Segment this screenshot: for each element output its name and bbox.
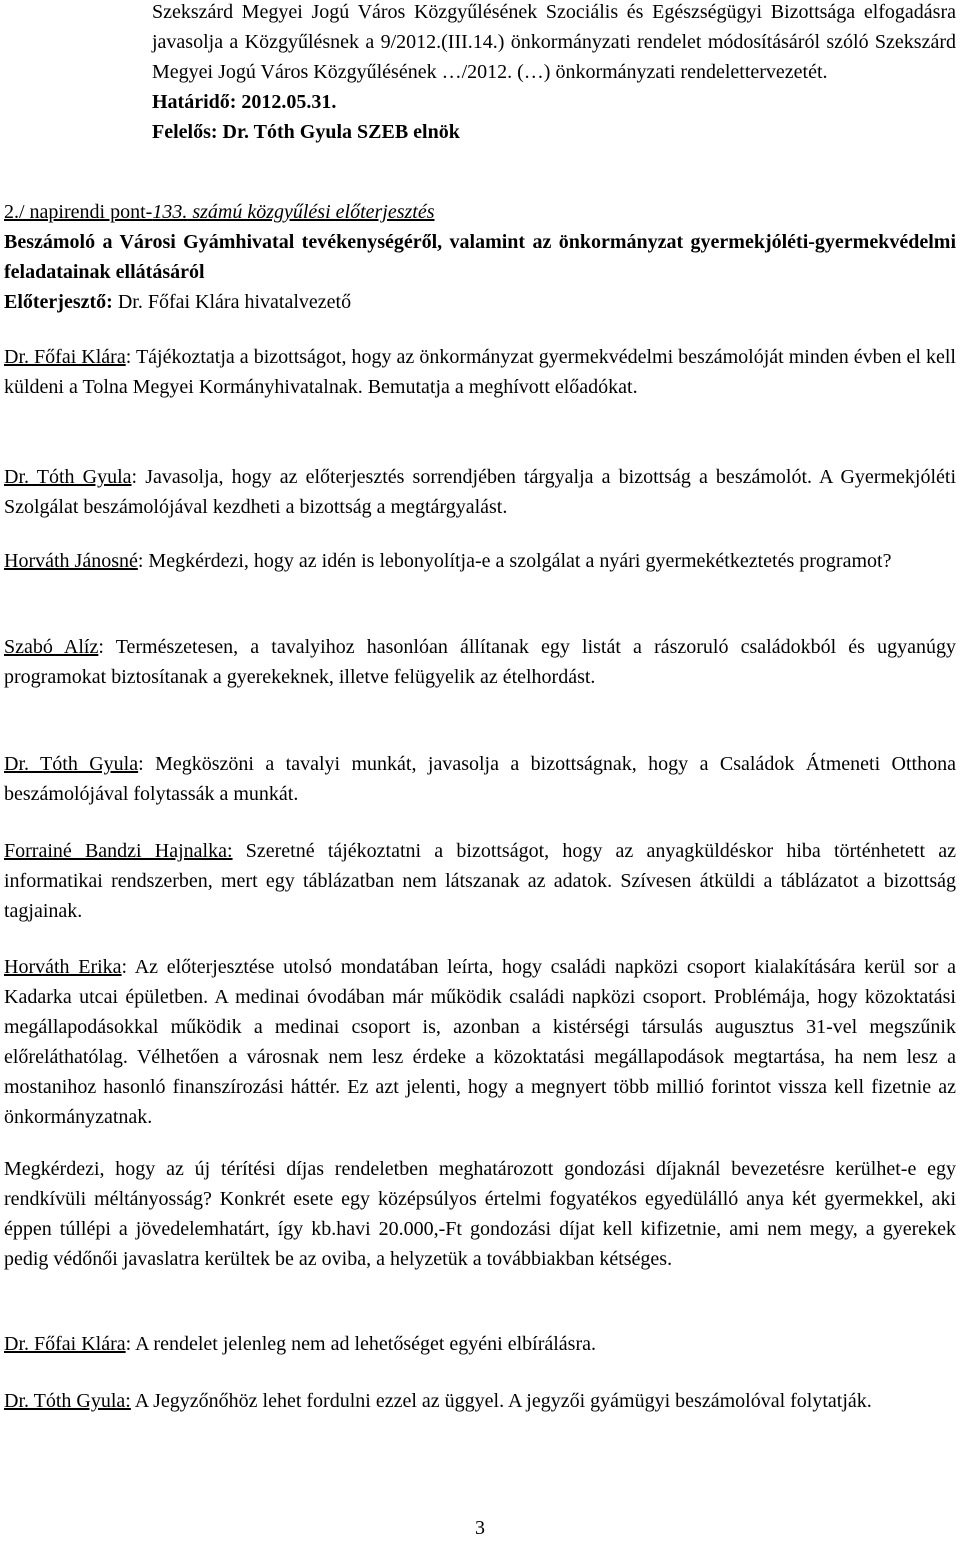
- responsible-line: Felelős: Dr. Tóth Gyula SZEB elnök: [152, 121, 460, 143]
- speaker-separator: :: [131, 466, 146, 488]
- agenda-number-label: 2./ napirendi pont-: [4, 201, 153, 223]
- speaker-name: Dr. Tóth Gyula: [4, 466, 132, 488]
- minutes-entry-continuation: [4, 1154, 956, 1274]
- entry-text: Szeretné tájékoztatni a bizottságot, hogy az anyagküldéskor hiba történhetett az informatikai rendszerben, mert egy táblázatban nem látszanak az adatok. Szívesen átküldi a táblázatot a bizottság tagjainak.: [4, 840, 956, 922]
- agenda-number-value: 133.: [152, 201, 188, 223]
- intro-text: Szekszárd Megyei Jogú Város Közgyűlésének Szociális és Egészségügyi Bizottsága elfogadásra javasolja a Közgyűlésnek a 9/2012.(III.14.) önkormányzati rendelet módosításáról szóló Szekszárd Megyei Jogú Város Közgyűlésének …/2012. (…) önkormányzati rendelettervezetét.: [152, 1, 956, 83]
- speaker-name: Dr. Tóth Gyula: [4, 753, 139, 775]
- speaker-separator: [233, 840, 246, 862]
- minutes-entry: [4, 836, 956, 926]
- entry-text: Az előterjesztése utolsó mondatában leírta, hogy családi napközi csoport kialakítására kerül sor a Kadarka utcai épületben. A medinai óvodában már működik családi napközi csoport. Problémája, hogy közoktatási megállapodásokkal működik a medinai csoport is, azonban a kistérségi társulás augusztus 31-vel megszűnik előreláthatólag. Vélhetően a városnak nem lesz érdeke a közoktatási megállapodások megtartása, ha nem lesz a mostanihoz hasonló finanszírozási háttér. Ez azt jelenti, hogy a megnyert több millió forintot vissza kell fizetnie az önkormányzatnak.: [4, 956, 956, 1128]
- entry-text: Tájékoztatja a bizottságot, hogy az önkormányzat gyermekvédelmi beszámolóját minden évben el kell küldeni a Tolna Megyei Kormányhivatalnak. Bemutatja a meghívott előadókat.: [4, 346, 956, 398]
- speaker-separator: :: [98, 636, 116, 658]
- speaker-separator: :: [125, 1333, 136, 1355]
- speaker-name: Dr. Főfai Klára: [4, 346, 126, 368]
- minutes-entry: [4, 952, 956, 1132]
- presenter-label: Előterjesztő:: [4, 291, 113, 313]
- speaker-name: Horváth Jánosné: [4, 550, 138, 572]
- page-number: 3: [475, 1517, 485, 1539]
- speaker-name: Horváth Erika: [4, 956, 122, 978]
- speaker-name: Szabó Alíz: [4, 636, 99, 658]
- minutes-entry: [4, 1386, 956, 1416]
- speaker-separator: :: [138, 753, 156, 775]
- presenter-name: Dr. Főfai Klára hivatalvezető: [112, 291, 352, 313]
- speaker-name: Dr. Főfai Klára: [4, 1333, 126, 1355]
- speaker-separator: :: [137, 550, 149, 572]
- speaker-separator: :: [121, 956, 135, 978]
- agenda-block: [4, 197, 956, 317]
- speaker-name: Forrainé Bandzi Hajnalka:: [4, 840, 233, 862]
- speaker-name: Dr. Tóth Gyula:: [4, 1390, 131, 1412]
- minutes-entry: [4, 546, 956, 576]
- entry-text: Megkérdezi, hogy az új térítési díjas rendeletben meghatározott gondozási díjaknál bevezetésre kerülhet-e egy rendkívüli méltányosság? Konkrét esete egy középsúlyos értelmi fogyatékos egyedülálló anya két gyermekkel, aki éppen túllépi a jövedelemhatárt, így kb.havi 20.000,-Ft gondozási díjat kell kifizetnie, ami nem megy, a gyerekek pedig védőnői javaslatra kerültek be az oviba, a helyzetük a továbbiakban kétséges.: [4, 1158, 956, 1270]
- minutes-entry: [4, 342, 956, 402]
- deadline-line: Határidő: 2012.05.31.: [152, 91, 337, 113]
- minutes-entry: [4, 462, 956, 522]
- agenda-type: számú közgyűlési előterjesztés: [187, 201, 435, 223]
- entry-text: Megköszöni a tavalyi munkát, javasolja a bizottságnak, hogy a Családok Átmeneti Otthona beszámolójával folytassák a munkát.: [4, 753, 956, 805]
- entry-text: A Jegyzőnőhöz lehet fordulni ezzel az üggyel. A jegyzői gyámügyi beszámolóval folytatják.: [134, 1390, 872, 1412]
- minutes-entry: [4, 749, 956, 809]
- entry-text: Természetesen, a tavalyihoz hasonlóan állítanak egy listát a rászoruló családokból és ugyanúgy programokat biztosítanak a gyerekeknek, illetve felügyelik az ételhordást.: [4, 636, 956, 688]
- entry-text: Megkérdezi, hogy az idén is lebonyolítja-e a szolgálat a nyári gyermekétkeztetés programot?: [148, 550, 892, 572]
- intro-paragraph: [152, 0, 956, 147]
- entry-text: Javasolja, hogy az előterjesztés sorrendjében tárgyalja a bizottság a beszámolót. A Gyermekjóléti Szolgálat beszámolójával kezdheti a bizottság a megtárgyalást.: [4, 466, 956, 518]
- minutes-entry: [4, 632, 956, 692]
- minutes-entry: [4, 1329, 956, 1359]
- entry-text: A rendelet jelenleg nem ad lehetőséget egyéni elbírálásra.: [135, 1333, 597, 1355]
- agenda-title: Beszámoló a Városi Gyámhivatal tevékenységéről, valamint az önkormányzat gyermekjóléti-gyermekvédelmi feladatainak ellátásáról: [4, 231, 956, 283]
- speaker-separator: :: [125, 346, 136, 368]
